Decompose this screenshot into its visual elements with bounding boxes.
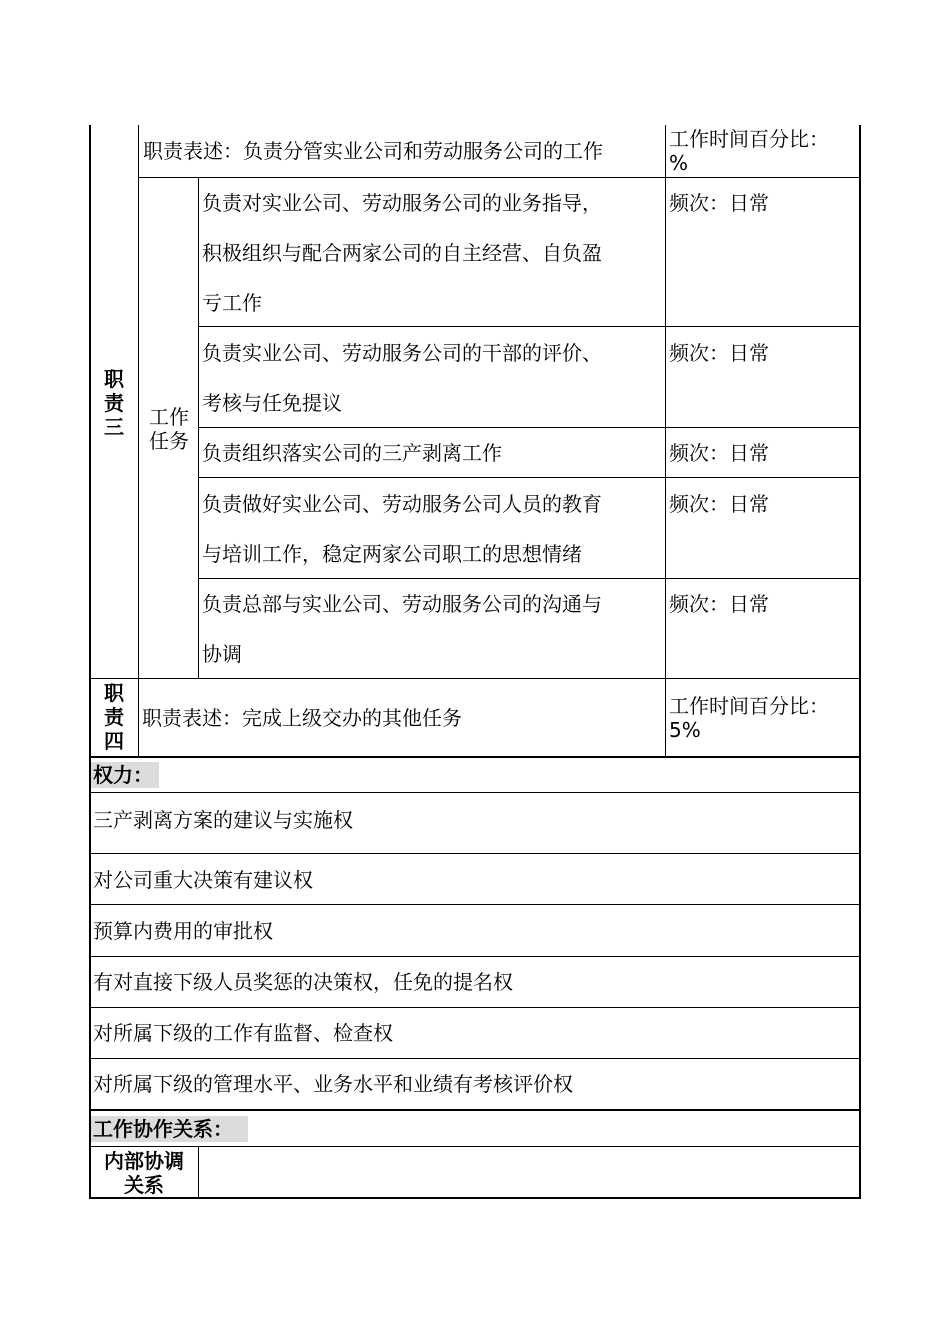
time-percent-value: % [669,151,689,175]
duty4-time-percent [669,694,859,742]
relations-title: 工作协作关系： [93,1117,233,1141]
task-text-line: 负责对实业公司、劳动服务公司的业务指导， [202,191,602,215]
authority-item: 对公司重大决策有建议权 [93,868,313,892]
duty3-time-percent [669,127,859,175]
time-percent-label: 工作时间百分比： [669,694,829,718]
task-frequency: 频次：日常 [669,191,769,215]
task-frequency: 频次：日常 [669,492,769,516]
authority-title: 权力： [93,763,153,787]
time-percent-label: 工作时间百分比： [669,127,829,151]
task-text-line: 亏工作 [202,291,262,315]
task-text-line: 负责做好实业公司、劳动服务公司人员的教育 [202,492,602,516]
task-frequency: 频次：日常 [669,341,769,365]
authority-item: 对所属下级的工作有监督、检查权 [93,1021,393,1045]
task-frequency: 频次：日常 [669,592,769,616]
time-percent-value: 5% [669,718,701,742]
task-frequency: 频次：日常 [669,441,769,465]
task-text-line: 负责实业公司、劳动服务公司的干部的评价、 [202,341,602,365]
task-text-line: 负责总部与实业公司、劳动服务公司的沟通与 [202,592,602,616]
task-text-line: 负责组织落实公司的三产剥离工作 [202,441,502,465]
duty3-side-label: 职责三 [104,367,124,439]
authority-item: 对所属下级的管理水平、业务水平和业绩有考核评价权 [93,1072,573,1096]
task-text-line: 与培训工作，稳定两家公司职工的思想情绪 [202,542,582,566]
authority-item: 有对直接下级人员奖惩的决策权，任免的提名权 [93,970,513,994]
duty3-tasks-label: 工作任务 [149,405,189,453]
task-text-line: 考核与任免提议 [202,391,342,415]
authority-item: 预算内费用的审批权 [93,919,273,943]
authority-item: 三产剥离方案的建议与实施权 [93,808,353,832]
internal-relations-label: 内部协调关系 [104,1149,184,1197]
task-text-line: 积极组织与配合两家公司的自主经营、自负盈 [202,241,602,265]
duty4-description: 职责表述：完成上级交办的其他任务 [142,706,462,730]
task-text-line: 协调 [202,642,242,666]
duty4-side-label: 职责四 [104,681,124,753]
duty3-description: 职责表述：负责分管实业公司和劳动服务公司的工作 [143,139,603,163]
